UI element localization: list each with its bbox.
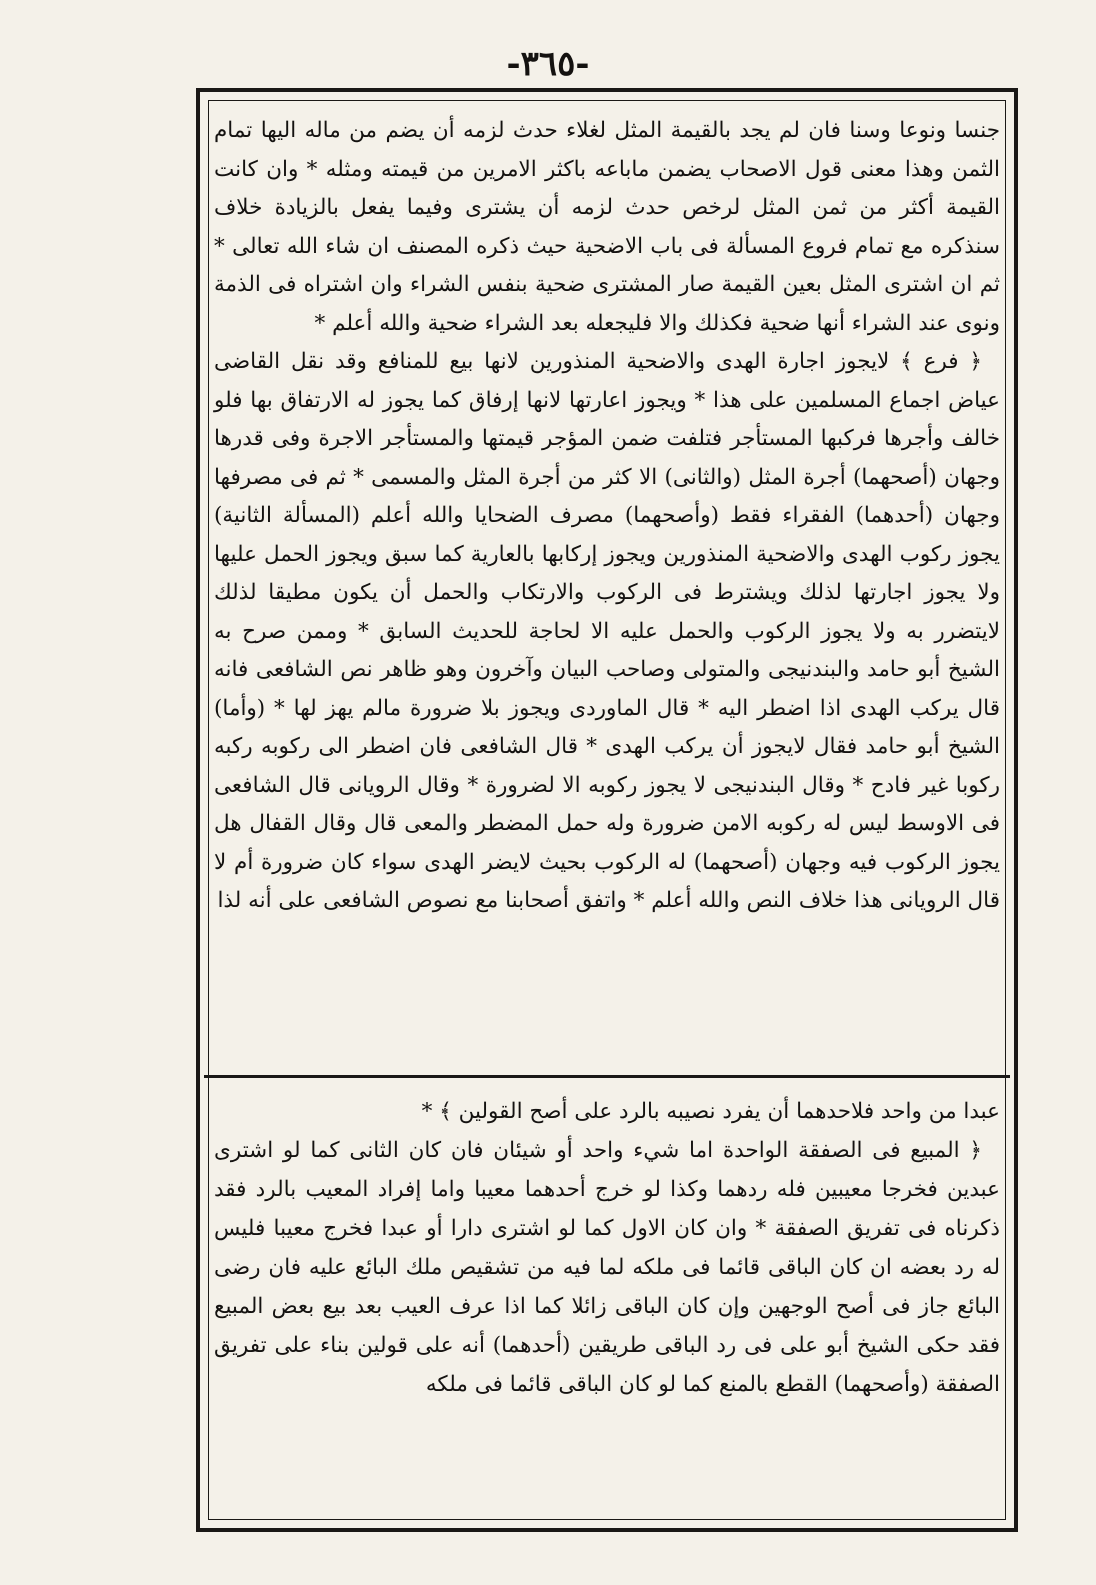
footer-paragraph: ﴿ المبيع فى الصفقة الواحدة اما شيء واحد أو شيئان فان كان الثانى كما لو اشترى عبدين فخرجا معيبين فله ردهما وكذا لو خرج أحدهما معيبا واما إفراد المعيب بالرد فقد ذكرناه فى تفريق الصفقة * وان كان الاول كما لو اشترى دارا أو عبدا فخرج معيبا فليس له رد بعضه ان كان الباقى قائما فى ملكه لما فيه من تشقيص ملك البائع عليه فان رضى البائع جاز فى أصح الوجهين وإن كان الباقى زائلا كما اذا عرف العيب بعد بيع بعض المبيع فقد حكى الشيخ أبو على فى رد الباقى طريقين (أحدهما) أنه على قولين بناء على تفريق الصفقة (وأصحهما) القطع بالمنع كما لو كان الباقى قائما فى ملكه <box>214 1138 1000 1397</box>
main-paragraph: جنسا ونوعا وسنا فان لم يجد بالقيمة المثل لغلاء حدث لزمه أن يضم من ماله اليها تمام الثمن وهذا معنى قول الاصحاب يضمن ماباعه باكثر الامرين من قيمته ومثله * وان كانت القيمة أكثر من ثمن المثل لرخص حدث لزمه أن يشترى وفيما يفعل بالزيادة خلاف سنذكره مع تمام فروع المسألة فى باب الاضحية حيث ذكره المصنف ان شاء الله تعالى * ثم ان اشترى المثل بعين القيمة صار المشترى ضحية بنفس الشراء وان اشتراه فى الذمة ونوى عند الشراء أنها ضحية فكذلك والا فليجعله بعد الشراء ضحية والله أعلم * <box>214 118 1000 336</box>
footer-text-block <box>214 1092 1000 1404</box>
main-text-block <box>214 112 1000 921</box>
main-paragraph: ﴿ فرع ﴾ لايجوز اجارة الهدى والاضحية المنذورين لانها بيع للمنافع وقد نقل القاضى عياض اجماع المسلمين على هذا * ويجوز اعارتها لانها إرفاق كما يجوز له الارتفاق بها فلو خالف وأجرها فركبها المستأجر فتلفت ضمن المؤجر قيمتها والمستأجر الاجرة وفى قدرها وجهان (أصحهما) أجرة المثل (والثانى) الا كثر من أجرة المثل والمسمى * ثم فى مصرفها وجهان (أحدهما) الفقراء فقط (وأصحهما) مصرف الضحايا والله أعلم (المسألة الثانية) يجوز ركوب الهدى والاضحية المنذورين ويجوز إركابها بالعارية كما سبق ويجوز الحمل عليها ولا يجوز اجارتها لذلك ويشترط فى الركوب والارتكاب والحمل أن يكون مطيقا لذلك لايتضرر به ولا يجوز الركوب والحمل عليه الا لحاجة للحديث السابق * وممن صرح به الشيخ أبو حامد والبندنيجى والمتولى وصاحب البيان وآخرون وهو ظاهر نص الشافعى فانه قال يركب الهدى اذا اضطر اليه * قال الماوردى ويجوز بلا ضرورة مالم يهز لها * (وأما) الشيخ أبو حامد فقال لايجوز أن يركب الهدى * قال الشافعى فان اضطر الى ركوبه ركبه ركوبا غير فادح * وقال البندنيجى لا يجوز ركوبه الا لضرورة * وقال الرويانى قال الشافعى فى الاوسط ليس له ركوبه الامن ضرورة وله حمل المضطر والمعى قال وقال القفال هل يجوز الركوب فيه وجهان (أصحهما) له الركوب بحيث لايضر الهدى سواء كان ضرورة أم لا قال الرويانى هذا خلاف النص والله أعلم * واتفق أصحابنا مع نصوص الشافعى على أنه لذا <box>214 349 1000 913</box>
page-number: -٣٦٥- <box>506 44 590 84</box>
footer-paragraph: عبدا من واحد فلاحدهما أن يفرد نصيبه بالرد على أصح القولين ﴾ * <box>421 1099 1000 1124</box>
footer-separator <box>204 1075 1010 1078</box>
